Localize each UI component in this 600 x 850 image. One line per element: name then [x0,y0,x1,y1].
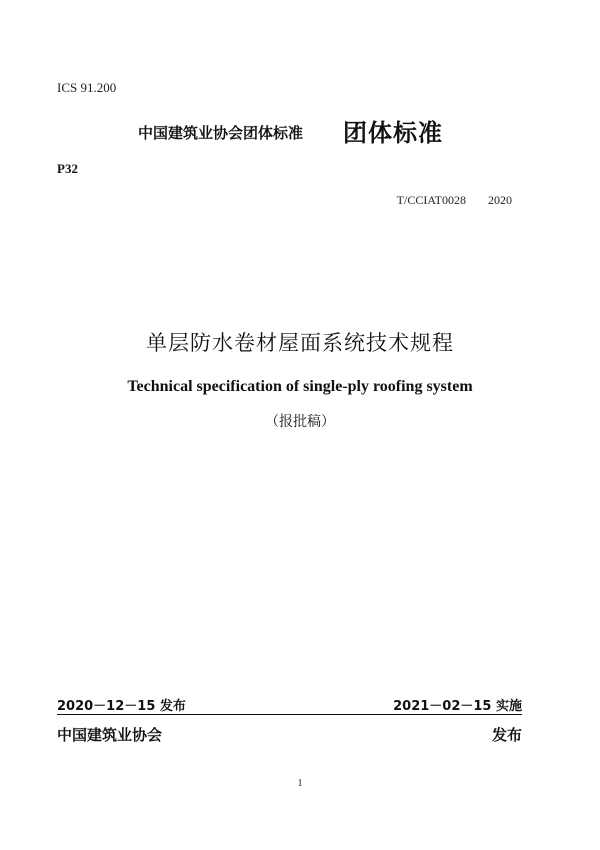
publish-label: 发布 [491,726,522,744]
classification-code: P32 [57,161,78,176]
draft-status: （报批稿） [265,414,335,430]
title-chinese: 单层防水卷材屋面系统技术规程 [146,331,454,355]
implementation-date: 2021－02－15 实施 [393,699,522,714]
standard-number [397,193,512,208]
ics-code: ICS 91.200 [57,80,117,95]
association-label: 中国建筑业协会团体标准 [138,124,304,142]
title-english: Technical specification of single-ply roofing system [127,378,473,395]
page-number: 1 [297,777,303,789]
issue-date: 2020－12－15 发布 [57,699,186,714]
standard-type: 团体标准 [343,119,443,147]
footer-divider [57,714,522,715]
publisher-name: 中国建筑业协会 [57,726,163,744]
standard-code: T/CCIAT0028 [396,193,466,207]
standard-year: 2020 [488,193,512,207]
